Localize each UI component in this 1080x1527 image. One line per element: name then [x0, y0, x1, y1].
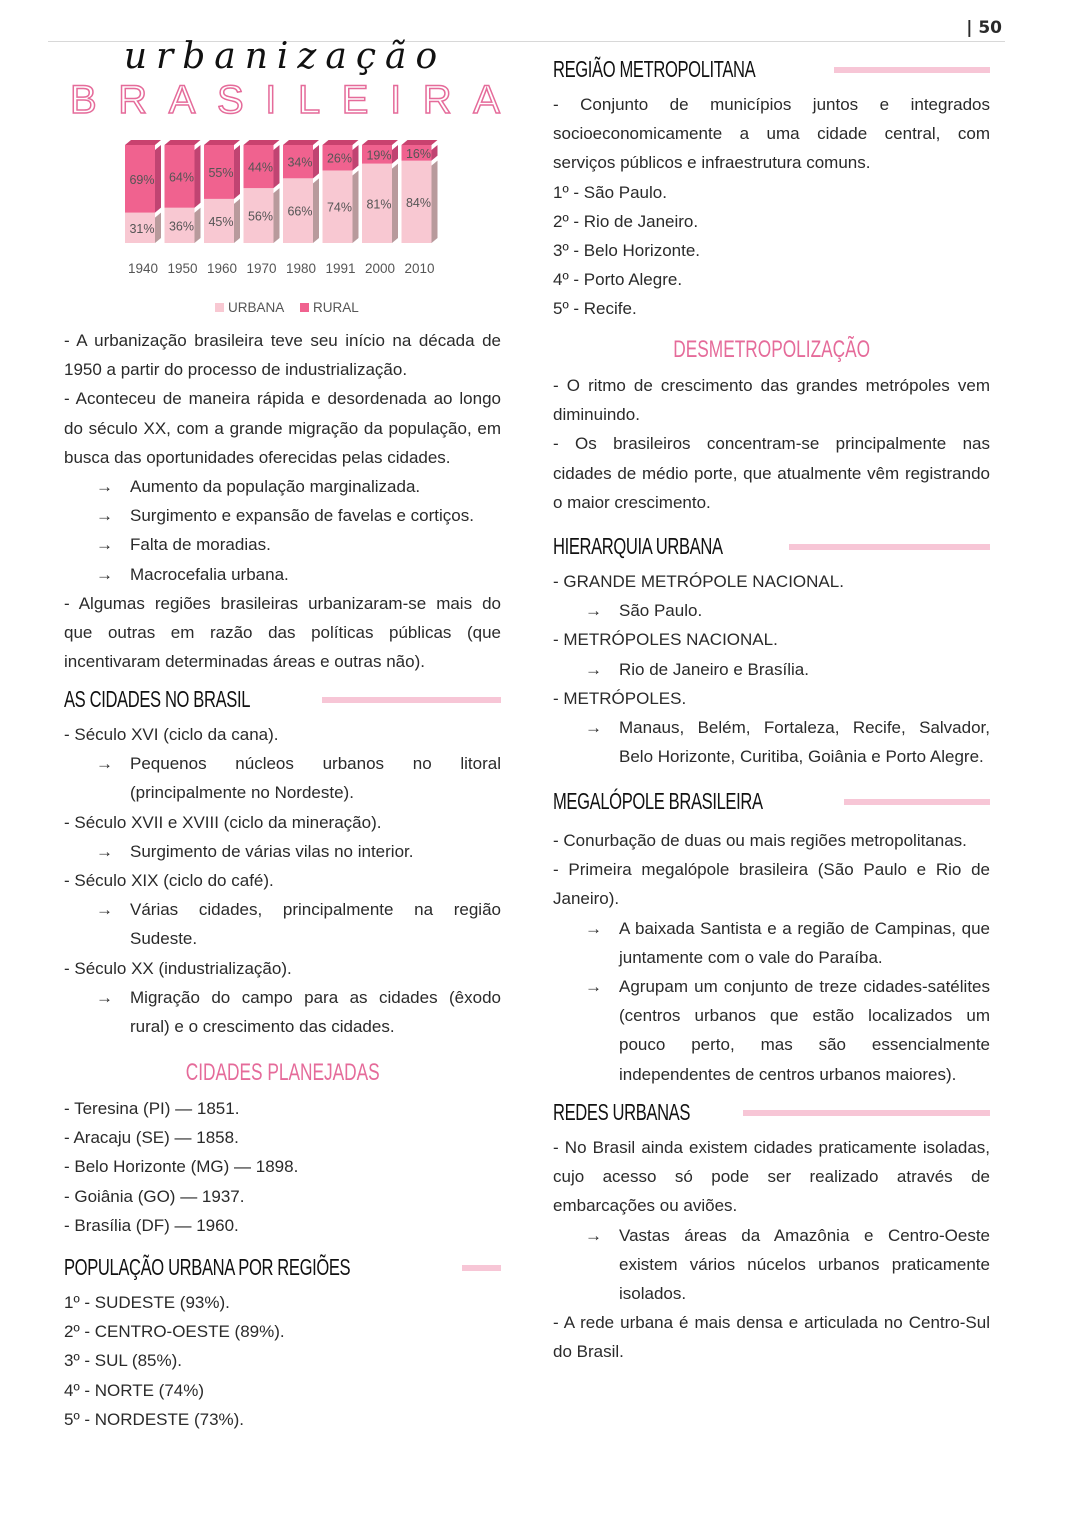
- hierarquia-section: [553, 527, 990, 771]
- title-script: urbanização: [123, 36, 447, 77]
- arrow-icon: →: [585, 659, 602, 679]
- arrow-list-item: [553, 713, 990, 771]
- bar-side: [234, 145, 240, 199]
- section-heading: MEGALÓPOLE BRASILEIRA: [553, 788, 763, 815]
- bar-side: [392, 145, 398, 164]
- arrow-list-item: [64, 983, 501, 1041]
- bar-side: [234, 199, 240, 243]
- item-text: 1º - SUDESTE (93%).: [64, 1293, 230, 1312]
- heading-rule: [789, 544, 990, 550]
- section-heading: REGIÃO METROPOLITANA: [553, 56, 756, 83]
- arrow-list-item: [64, 530, 501, 559]
- item-text: - Algumas regiões brasileiras urbanizaram-se mais do que outras em razão das políticas públicas (que incentivaram determinadas áreas e outras não).: [64, 593, 501, 672]
- redes-section: [553, 1093, 990, 1367]
- item-text: 5º - NORDESTE (73%).: [64, 1409, 245, 1429]
- data-label: 81%: [366, 197, 392, 212]
- bar-top: [165, 140, 201, 145]
- item-text: Pequenos núcleos urbanos no litoral (principalmente no Nordeste).: [130, 754, 501, 803]
- legend-swatch: [300, 303, 309, 312]
- item-text: - Brasília (DF) — 1960.: [64, 1215, 239, 1235]
- heading-rule: [462, 1265, 501, 1271]
- desmetro-section: [553, 329, 990, 517]
- x-tick-label: 2010: [404, 261, 435, 276]
- item-text: - Conurbação de duas ou mais regiões metropolitanas.: [553, 831, 967, 850]
- text-line: [64, 1123, 501, 1152]
- item-text: Surgimento e expansão de favelas e cortiços.: [130, 506, 474, 526]
- arrow-list-item: [553, 972, 990, 1089]
- bar-side: [353, 145, 359, 170]
- item-text: 3º - Belo Horizonte.: [553, 241, 700, 261]
- bar-side: [353, 170, 359, 243]
- data-label: 56%: [247, 209, 274, 224]
- title-letter: A: [168, 78, 196, 122]
- bar-side: [274, 145, 280, 188]
- text-line: [64, 1346, 501, 1375]
- text-line: [64, 384, 501, 472]
- text-line: [553, 178, 990, 207]
- item-text: - METRÓPOLES.: [553, 688, 687, 708]
- text-line: [64, 866, 501, 895]
- arrow-list-item: [64, 837, 501, 866]
- title-letter: B: [70, 78, 97, 122]
- x-tick-label: 1960: [206, 261, 238, 276]
- arrow-list-item: [64, 472, 501, 501]
- title-letter: I: [265, 78, 277, 122]
- text-line: [64, 1288, 501, 1317]
- arrow-icon: →: [585, 601, 602, 621]
- bar-side: [392, 164, 398, 243]
- text-line: [64, 1317, 501, 1346]
- x-tick-label: 1980: [285, 261, 317, 276]
- text-line: [64, 1405, 501, 1434]
- bar-side: [195, 208, 201, 243]
- section-heading: POPULAÇÃO URBANA POR REGIÕES: [64, 1254, 351, 1281]
- text-line: [553, 1133, 990, 1221]
- text-line: [553, 625, 990, 654]
- arrow-list-item: [64, 895, 501, 953]
- title-letter: R: [118, 78, 148, 122]
- bar-side: [432, 161, 438, 243]
- item-text: A baixada Santista e a região de Campinas, que juntamente com o vale do Paraíba.: [619, 918, 990, 967]
- x-tick-label: 1940: [127, 261, 159, 276]
- item-text: - O ritmo de crescimento das grandes metrópoles vem diminuindo.: [553, 376, 990, 425]
- arrow-icon: →: [585, 977, 602, 997]
- arrow-icon: →: [96, 987, 113, 1007]
- text-line: [64, 808, 501, 837]
- legend-swatch: [215, 303, 224, 312]
- heading-rule: [834, 67, 990, 73]
- text-line: [64, 1152, 501, 1181]
- item-text: - Belo Horizonte (MG) — 1898.: [64, 1157, 299, 1177]
- item-text: São Paulo.: [619, 601, 703, 621]
- heading-rule: [844, 799, 990, 805]
- megalopole-section: [553, 782, 990, 1089]
- text-line: [553, 826, 990, 855]
- text-line: [64, 720, 501, 749]
- arrow-icon: →: [585, 918, 602, 938]
- bar-side: [195, 145, 201, 208]
- item-text: Várias cidades, principalmente na região Sudeste.: [130, 900, 501, 949]
- arrow-list-item: [553, 596, 990, 625]
- item-text: - Século XIX (ciclo do café).: [64, 871, 274, 891]
- intro-section: [64, 326, 501, 676]
- text-line: [553, 236, 990, 265]
- arrow-icon: →: [96, 477, 113, 497]
- text-line: [64, 589, 501, 677]
- text-line: [553, 567, 990, 596]
- bar-side: [313, 178, 319, 243]
- title-letter: E: [341, 78, 369, 122]
- arrow-icon: →: [96, 506, 113, 526]
- planejadas-section: [64, 1052, 501, 1240]
- text-line: [553, 265, 990, 294]
- bar-top: [362, 140, 398, 145]
- bar-side: [274, 188, 280, 243]
- title-letter: R: [422, 78, 452, 122]
- bar-top: [125, 140, 161, 145]
- item-text: - METRÓPOLES NACIONAL.: [553, 630, 778, 650]
- item-text: Surgimento de várias vilas no interior.: [130, 841, 414, 861]
- data-label: 44%: [247, 160, 274, 175]
- item-text: Macrocefalia urbana.: [130, 564, 289, 584]
- x-tick-label: 1950: [167, 261, 198, 276]
- data-label: 55%: [208, 165, 234, 180]
- item-text: - Aracaju (SE) — 1858.: [64, 1128, 239, 1148]
- arrow-list-item: [553, 1221, 990, 1309]
- item-text: - Século XVII e XVIII (ciclo da mineração).: [64, 812, 382, 832]
- bar-side: [313, 145, 319, 178]
- arrow-list-item: [64, 749, 501, 807]
- item-text: Agrupam um conjunto de treze cidades-satélites (centros urbanos que estão localizados um pouco perto, mas são essencialmente independentes de centros urbanos maiores).: [619, 977, 990, 1084]
- arrow-icon: →: [585, 1225, 602, 1245]
- bar-side: [155, 213, 161, 243]
- item-text: 1º - São Paulo.: [553, 182, 667, 202]
- arrow-list-item: [553, 914, 990, 972]
- arrow-icon: →: [96, 900, 113, 920]
- heading-rule: [322, 697, 501, 703]
- bar-side: [155, 145, 161, 213]
- arrow-icon: →: [96, 564, 113, 584]
- populacao-section: [64, 1248, 501, 1434]
- item-text: 4º - NORTE (74%): [64, 1380, 205, 1400]
- item-text: - A urbanização brasileira teve seu início na década de 1950 a partir do processo de industrialização.: [64, 331, 501, 380]
- regiao-section: [553, 50, 990, 324]
- item-text: 5º - Recife.: [553, 299, 637, 319]
- data-label: 26%: [326, 151, 353, 166]
- item-text: Aumento da população marginalizada.: [130, 477, 421, 497]
- data-label: 74%: [326, 200, 353, 215]
- data-label: 45%: [208, 214, 234, 229]
- legend-label: RURAL: [313, 300, 359, 315]
- arrow-list-item: [64, 560, 501, 589]
- data-label: 34%: [287, 155, 313, 170]
- item-text: - Goiânia (GO) — 1937.: [64, 1186, 245, 1206]
- item-text: Rio de Janeiro e Brasília.: [619, 659, 809, 679]
- item-text: - Aconteceu de maneira rápida e desordenada ao longo do século XX, com a grande migração da população, em busca das oportunidades oferecidas pelas cidades.: [64, 389, 501, 467]
- title-brasileira: [70, 78, 500, 123]
- item-text: - Primeira megalópole brasileira (São Paulo e Rio de Janeiro).: [553, 860, 990, 909]
- item-text: - A rede urbana é mais densa e articulada no Centro-Sul do Brasil.: [553, 1313, 990, 1362]
- text-line: [553, 1308, 990, 1366]
- x-tick-label: 1970: [246, 261, 277, 276]
- arrow-list-item: [64, 501, 501, 530]
- item-text: Falta de moradias.: [130, 535, 271, 555]
- title-letter: S: [217, 78, 244, 122]
- item-text: - No Brasil ainda existem cidades praticamente isoladas, cujo acesso só pode ser realizado através de embarcações ou aviões.: [553, 1138, 990, 1216]
- text-line: [64, 1094, 501, 1123]
- item-text: - GRANDE METRÓPOLE NACIONAL.: [553, 572, 844, 591]
- title-letter: I: [390, 78, 402, 122]
- item-text: Manaus, Belém, Fortaleza, Recife, Salvador, Belo Horizonte, Curitiba, Goiânia e Porto Alegre.: [619, 718, 990, 767]
- text-line: [553, 684, 990, 713]
- item-text: 2º - CENTRO-OESTE (89%).: [64, 1322, 285, 1342]
- text-line: [64, 1211, 501, 1240]
- item-text: Migração do campo para as cidades (êxodo rural) e o crescimento das cidades.: [130, 987, 501, 1037]
- text-line: [64, 954, 501, 983]
- section-heading: CIDADES PLANEJADAS: [185, 1059, 380, 1086]
- bar-top: [244, 140, 280, 145]
- bar-top: [323, 140, 359, 145]
- title-letter: A: [473, 78, 500, 122]
- item-text: - Teresina (PI) — 1851.: [64, 1099, 240, 1118]
- data-label: 16%: [405, 146, 432, 161]
- text-line: [553, 90, 990, 178]
- text-line: [553, 207, 990, 236]
- text-line: [553, 429, 990, 517]
- data-label: 64%: [168, 170, 195, 185]
- text-line: [553, 294, 990, 323]
- item-text: - Os brasileiros concentram-se principalmente nas cidades de médio porte, que atualmente vêm registrando o maior crescimento.: [553, 434, 990, 512]
- item-text: 4º - Porto Alegre.: [553, 270, 683, 290]
- legend-label: URBANA: [228, 300, 285, 315]
- text-line: [64, 1182, 501, 1211]
- section-heading: HIERARQUIA URBANA: [553, 533, 723, 560]
- text-line: [64, 326, 501, 384]
- x-tick-label: 2000: [364, 261, 396, 276]
- text-line: [553, 371, 990, 429]
- text-line: [64, 1376, 501, 1405]
- heading-rule: [743, 1110, 990, 1116]
- arrow-icon: →: [96, 535, 113, 555]
- title-letter: L: [297, 78, 321, 122]
- section-heading: DESMETROPOLIZAÇÃO: [673, 336, 870, 363]
- item-text: 2º - Rio de Janeiro.: [553, 211, 699, 231]
- arrow-list-item: [553, 655, 990, 684]
- item-text: 3º - SUL (85%).: [64, 1351, 183, 1371]
- data-label: 36%: [168, 219, 195, 234]
- urbanization-chart: [100, 130, 460, 325]
- section-heading: AS CIDADES NO BRASIL: [64, 686, 251, 713]
- item-text: - Século XX (industrialização).: [64, 958, 292, 978]
- data-label: 69%: [129, 172, 155, 187]
- cidades-section: [64, 680, 501, 1041]
- text-line: [553, 855, 990, 913]
- data-label: 31%: [129, 221, 155, 236]
- item-text: Vastas áreas da Amazônia e Centro-Oeste existem vários núcelos urbanos praticamente isolados.: [619, 1225, 990, 1304]
- bar-side: [432, 145, 438, 161]
- section-heading: REDES URBANAS: [553, 1099, 691, 1126]
- arrow-icon: →: [96, 754, 113, 774]
- arrow-icon: →: [585, 718, 602, 738]
- bar-top: [402, 140, 438, 145]
- arrow-icon: →: [96, 841, 113, 861]
- item-text: - Século XVI (ciclo da cana).: [64, 725, 279, 744]
- bar-top: [283, 140, 319, 145]
- bar-top: [204, 140, 240, 145]
- x-tick-label: 1991: [325, 261, 356, 276]
- data-label: 66%: [287, 204, 313, 219]
- page-number: | 50: [966, 18, 1002, 38]
- data-label: 84%: [405, 195, 432, 210]
- data-label: 19%: [366, 148, 392, 163]
- item-text: - Conjunto de municípios juntos e integrados socioeconomicamente a uma cidade central, com serviços públicos e infraestrutura comuns.: [553, 95, 990, 173]
